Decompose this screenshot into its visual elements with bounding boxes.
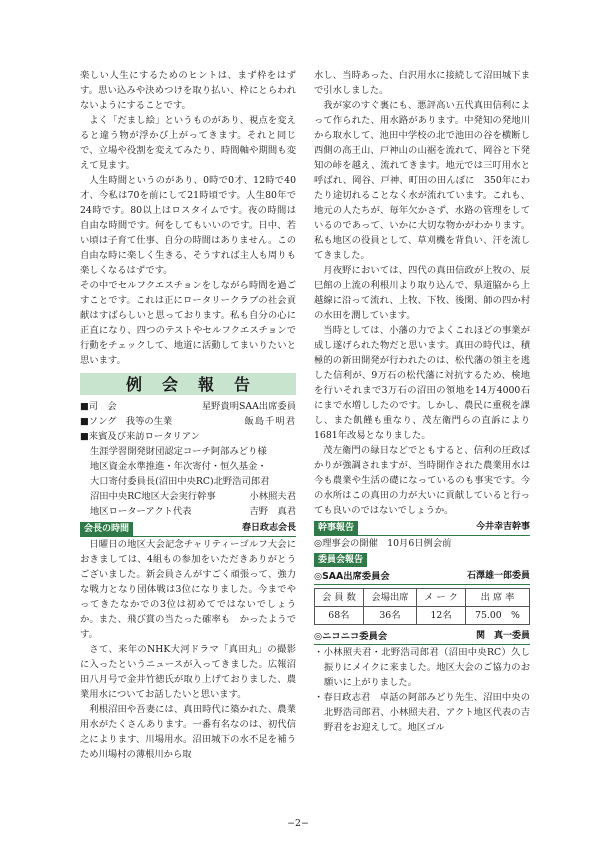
attendance-value-cell: 12名	[417, 607, 466, 625]
report-item-song	[80, 414, 296, 429]
committee-tag: 委員会報告	[314, 553, 367, 567]
visitor-row-2	[80, 504, 296, 519]
committee-section-header	[314, 553, 530, 567]
visitor-name: 小林照夫君	[249, 491, 296, 502]
right-column	[314, 68, 530, 735]
secretary-name: 今井幸吉幹事	[475, 522, 530, 532]
attendance-header-cell: 出 席 率	[465, 589, 529, 607]
saa-name: 石澤雄一郎委員	[466, 571, 530, 581]
niko-header	[314, 629, 530, 645]
intro-paragraph-1: 楽しい人生にするためのヒントは、まず枠をはずす。思い込みや決めつけを取り払い、枠にとらわれないようにすることです。	[80, 70, 296, 111]
list-item: ・小林照夫君・北野浩司郎君（沼田中央RC）久し振りにメイクに来ました。地区大会のご協力のお願いに上がりました。	[314, 647, 530, 688]
list-item: ・春日政志君 卓話の阿部みどり先生、沼田中央の北野浩司郎君、小林照夫君、アクト地区代表の吉野君をお迎えして。地区ゴル	[314, 692, 530, 733]
visitor-role: 地区ローターアクト代表	[90, 506, 192, 517]
visitor-role: 沼田中央RC地区大会実行幹事	[90, 491, 216, 502]
report-item-label: ■司 会	[80, 401, 117, 412]
report-title: 例会報告	[125, 374, 270, 394]
intro-paragraph-4: その中でセルフクエスチョンをしながら時間を過ごすことです。これは正にロータリークラブの社会貢献はすばらしいと思っております。私も自分の心に正直になり、四つのテストやセルフクエスチョンで行動をチェックして、地道に活動してまいりたいと思います。	[80, 280, 296, 366]
niko-name: 関 真一委員	[475, 631, 530, 641]
attendance-value-row	[315, 607, 530, 625]
saa-heading: ◎SAA出席委員会	[314, 571, 390, 582]
continued-paragraph-2: 我が家のすぐ裏にも、悪評高い五代真田信利によって作られた、用水路があります。中発知の発地川から取水して、池田中学校の北で池田の谷を横断し西側の高王山、戸神山の山裾を流れて、岡谷と下発知の峠を越え、流れてきます。地元では三叮用水と呼ばれ、岡谷、戸神、町田の田んぼに 350年にわたり途切れることなく水が流れています。これも、地元の人たちが、毎年欠かさず、水路の管理をしているのであって、いかに大切な物かがわかります。私も地区の役員として、草刈機を背負い、汗を流してきました。	[314, 100, 530, 261]
left-column	[80, 68, 296, 762]
attendance-value-cell: 36名	[363, 607, 416, 625]
secretary-tag: 幹事報告	[314, 521, 358, 535]
visitor-line-2: 地区資金水準推進・年次寄付・恒久基金・	[90, 461, 267, 472]
president-name: 春日政志会長	[241, 523, 296, 533]
report-item-value: 星野貴明SAA出席委員	[201, 401, 296, 412]
president-paragraph-3: 利根沼田や吾妻には、真田時代に築かれた、農業用水がたくさんあります。一番有名なのは、初代信之によります、川場用水。沼田城下の水不足を補うため川場村の薄根川から取	[80, 704, 296, 760]
president-tag: 会長の時間	[80, 522, 133, 536]
president-paragraph-1: 日曜日の地区大会記念チャリティーゴルフ大会におきましては、4組もの参加をいただきありがとうございました。新会員さんがすごく頑張って、強力な戦力となり団体戦は3位になりました。今までやってきたなかでの3位は初めてではないでしょうか。また、飛び賞の当たった確率も かったようです。	[80, 539, 296, 640]
secretary-item: ◎理事会の開催 10月6日例会前	[314, 538, 452, 549]
visitor-row-1	[80, 489, 296, 504]
visitor-name: 吉野 真君	[249, 506, 296, 517]
report-item-value: 飯島千明君	[244, 416, 296, 427]
attendance-header-row	[315, 589, 530, 607]
president-paragraph-2: さて、来年のNHK大河ドラマ「真田丸」の撮影に入ったというニュースが入ってきました。広報沼田八月号で金井竹徳氏が取り上げておりました、農業用水についてお話したいと思います。	[80, 644, 296, 700]
attendance-value-cell: 75.00 %	[465, 607, 529, 625]
report-item-mc	[80, 399, 296, 414]
continued-paragraph-5: 茂左衛門の緑日などでともすると、信利の圧政ばかりが強調されますが、当時開作された農業用水は今も農業や生活の礎になっているのも事実です。今の水所はこの真田の力が大いに貢献していると行っても良いのではないでしょうか。	[314, 445, 530, 516]
president-section-header	[80, 521, 296, 537]
continued-paragraph-3: 月夜野においては、四代の真田信政が上牧の、辰巳館の上流の利根川より取り込んで、県道脇から上越線に沿って流れ、上牧、下牧、後閑、師の四か村の水田を潤しています。	[314, 265, 530, 321]
report-item-label: ■ソング 我等の生業	[80, 416, 173, 427]
niko-list	[314, 645, 530, 735]
report-banner	[80, 373, 296, 395]
intro-paragraph-3: 人生時間というのがあり、0時で0才、12時で40才、今私は70を前にして21時頃です。人生80年で24時です。80以上はロスタイムです。夜の時間は自由な時間です。何をしてもいいのです。日中、若い頃は子育て仕事、自分の時間はありません。この自由な時に楽しく生きる、そうすれば主人も周りも楽しくなるはずです。	[80, 175, 296, 276]
saa-header	[314, 569, 530, 585]
secretary-section-header	[314, 520, 530, 536]
attendance-header-cell: 会 員 数	[315, 589, 364, 607]
attendance-header-cell: メ ー ク	[417, 589, 466, 607]
visitor-line-1: 生涯学習開発財団認定コーチ阿部みどり様	[90, 446, 267, 457]
continued-paragraph-4: 当時としては、小藩の力でよくこれほどの事業が成し遂げられた物だと思います。真田の時代は、積極的の新田開発が行われたのは、松代藩の領主を逃した信利が、9万石の松代藩に対抗するため、検地を行いそれまで3万石の沼田の領地を14万4000石にまで水増ししたのです。しかし、農民に重税を課し、また飢饉も重なり、茂左衛門らの直訴により1681年改易となりました。	[314, 325, 530, 441]
page-number: −2−	[287, 818, 309, 829]
intro-paragraph-2: よく「だまし絵」というものがあり、視点を変えると違う物が浮かび上がってきます。それと同じで、立場や役割を変えてみたり、時間軸や期間も変えて見ます。	[80, 115, 296, 171]
visitor-heading: ■来賓及び来訪ロータリアン	[80, 431, 200, 442]
continued-paragraph-1: 水し、当時あった、白沢用水に接続して沼田城下まで引水しました。	[314, 70, 530, 96]
visitor-line-3: 大口寄付委員長(沼田中央RC)北野浩司郎君	[90, 476, 270, 487]
attendance-value-cell: 68名	[315, 607, 364, 625]
niko-heading: ◎ニコニコ委員会	[314, 631, 388, 642]
attendance-table	[314, 588, 530, 625]
attendance-header-cell: 会場出席	[363, 589, 416, 607]
